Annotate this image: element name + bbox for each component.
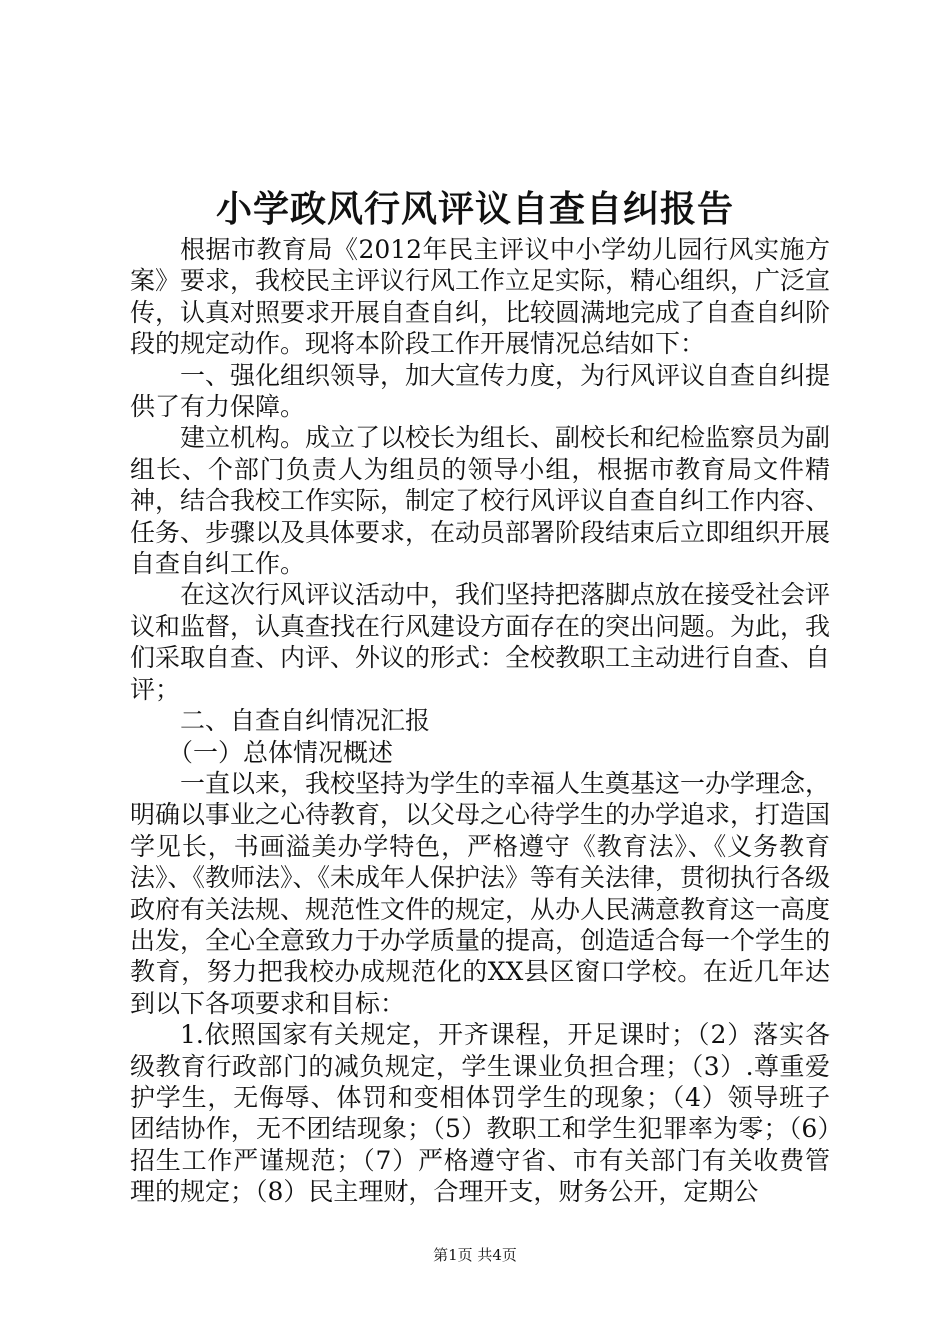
section-heading-1: 一、强化组织领导，加大宣传力度，为行风评议自查自纠提供了有力保障。: [130, 360, 831, 422]
paragraph-requirements-list: 1.依照国家有关规定，开齐课程，开足课时；（2）落实各级教育行政部门的减负规定，学生课业负担合理；（3）.尊重爱护学生，无侮辱、体罚和变相体罚学生的现象；（4）领导班子团结协作，无不团结现象；（5）教职工和学生犯罪率为零；（6）招生工作严谨规范；（7）严格遵守省、市有关部门有关收费管理的规定；（8）民主理财，合理开支，财务公开，定期公: [130, 1020, 830, 1207]
paragraph-evaluation: 在这次行风评议活动中，我们坚持把落脚点放在接受社会评议和监督，认真查找在行风建设方面存在的突出问题。为此，我们采取自查、内评、外议的形式：全校教职工主动进行自查、自评；: [130, 580, 831, 704]
document-title: 小学政风行风评议自查自纠报告: [215, 188, 734, 230]
subsection-heading-1: （一）总体情况概述: [168, 737, 394, 767]
section-heading-2: 二、自查自纠情况汇报: [180, 706, 431, 736]
paragraph-organization: 建立机构。成立了以校长为组长、副校长和纪检监察员为副组长、个部门负责人为组员的领导小组，根据市教育局文件精神，结合我校工作实际，制定了校行风评议自查自纠工作内容、任务、步骤以及具体要求，在动员部署阶段结束后立即组织开展自查自纠工作。: [130, 423, 831, 579]
document-body: [130, 234, 830, 1208]
paragraph-overview: 一直以来，我校坚持为学生的幸福人生奠基这一办学理念，明确以事业之心待教育，以父母之心待学生的办学追求，打造国学见长，书画溢美办学特色，严格遵守《教育法》、《义务教育法》、《教师法》、《未成年人保护法》等有关法律，贯彻执行各级政府有关法规、规范性文件的规定，从办人民满意教育这一高度出发，全心全意致力于办学质量的提高，创造适合每一个学生的教育，努力把我校办成规范化的XX县区窗口学校。在近几年达到以下各项要求和目标：: [130, 768, 831, 1018]
paragraph-intro: 根据市教育局《2012年民主评议中小学幼儿园行风实施方案》要求，我校民主评议行风工作立足实际，精心组织，广泛宣传，认真对照要求开展自查自纠，比较圆满地完成了自查自纠阶段的规定动作。现将本阶段工作开展情况总结如下：: [130, 235, 831, 359]
page-number-footer: 第1页 共4页: [433, 1246, 517, 1264]
